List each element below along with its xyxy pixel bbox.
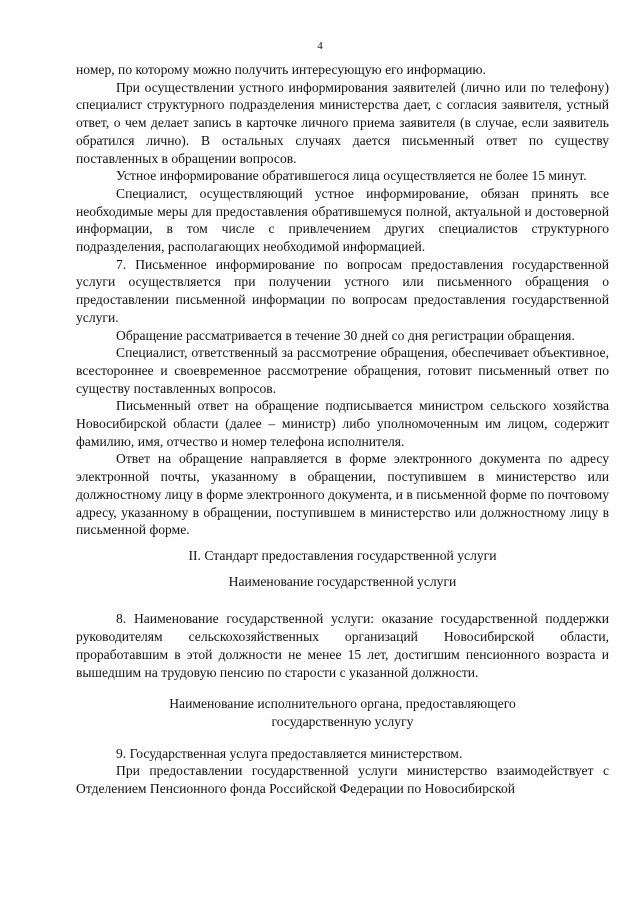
paragraph-interaction: При предоставлении государственной услуги министерство взаимодействует с Отделением Пенсионного фонда Российской Федерации по Новосибирской: [76, 763, 609, 797]
paragraph-written-answer-signing: Письменный ответ на обращение подписывается министром сельского хозяйства Новосибирской области (далее – министр) либо уполномоченным им лицом, содержит фамилию, имя, отчество и номер телефона исполнителя.: [76, 398, 609, 449]
subheading-service-name: Наименование государственной услуги: [228, 573, 457, 589]
paragraph-provided-by-ministry: 9. Государственная услуга предоставляется министерством.: [116, 745, 463, 761]
subheading-executive-body-line1: Наименование исполнительного органа, предоставляющего: [169, 696, 516, 712]
paragraph-responsible-specialist: Специалист, ответственный за рассмотрение обращения, обеспечивает объективное, всестороннее и своевременное рассмотрение обращения, готовит письменный ответ по существу поставленных вопросов.: [76, 345, 609, 396]
paragraph-service-name: 8. Наименование государственной услуги: оказание государственной поддержки руководителям сельскохозяйственных организаций Новосибирской области, проработавшим в этой должности не менее 15 лет, достигшим пенсионного возраста и вышедшим на трудовую пенсию по старости с указанной должности.: [76, 611, 609, 680]
subheading-executive-body-line2: государственную услугу: [271, 713, 414, 729]
page-number: 4: [317, 40, 323, 52]
paragraph-review-period: Обращение рассматривается в течение 30 дней со дня регистрации обращения.: [116, 327, 575, 343]
paragraph-oral-duration: Устное информирование обратившегося лица осуществляется не более 15 минут.: [116, 168, 587, 184]
paragraph-written-informing: 7. Письменное информирование по вопросам предоставления государственной услуги осуществляется при получении устного или письменного обращения о предоставлении письменной информации по вопросам предоставления государственной услуги.: [76, 256, 609, 325]
paragraph-contact-number: номер, по которому можно получить интересующую его информацию.: [76, 62, 486, 77]
paragraph-answer-delivery: Ответ на обращение направляется в форме электронного документа по адресу электронной почты, указанному в обращении, поступившем в министерство или должностному лицу в форме электронного документа, и в письменной форме по почтовому адресу, указанному в обращении, поступившем в министерство или должностному лицу в письменной форме.: [76, 451, 609, 538]
section-heading-standard: II. Стандарт предоставления государственной услуги: [188, 547, 497, 563]
paragraph-oral-informing: При осуществлении устного информирования заявителей (лично или по телефону) специалист структурного подразделения министерства дает, с согласия заявителя, устный ответ, о чем делает запись в карточке личного приема заявителя (в случае, если заявитель обратился лично). В остальных случаях дается письменный ответ по существу поставленных в обращении вопросов.: [76, 79, 609, 166]
document-body: [76, 61, 609, 798]
paragraph-specialist-duties: Специалист, осуществляющий устное информирование, обязан принять все необходимые меры для предоставления обратившемуся полной, актуальной и достоверной информации, в том числе с привлечением других специалистов структурного подразделения, располагающих необходимой информацией.: [76, 185, 609, 255]
